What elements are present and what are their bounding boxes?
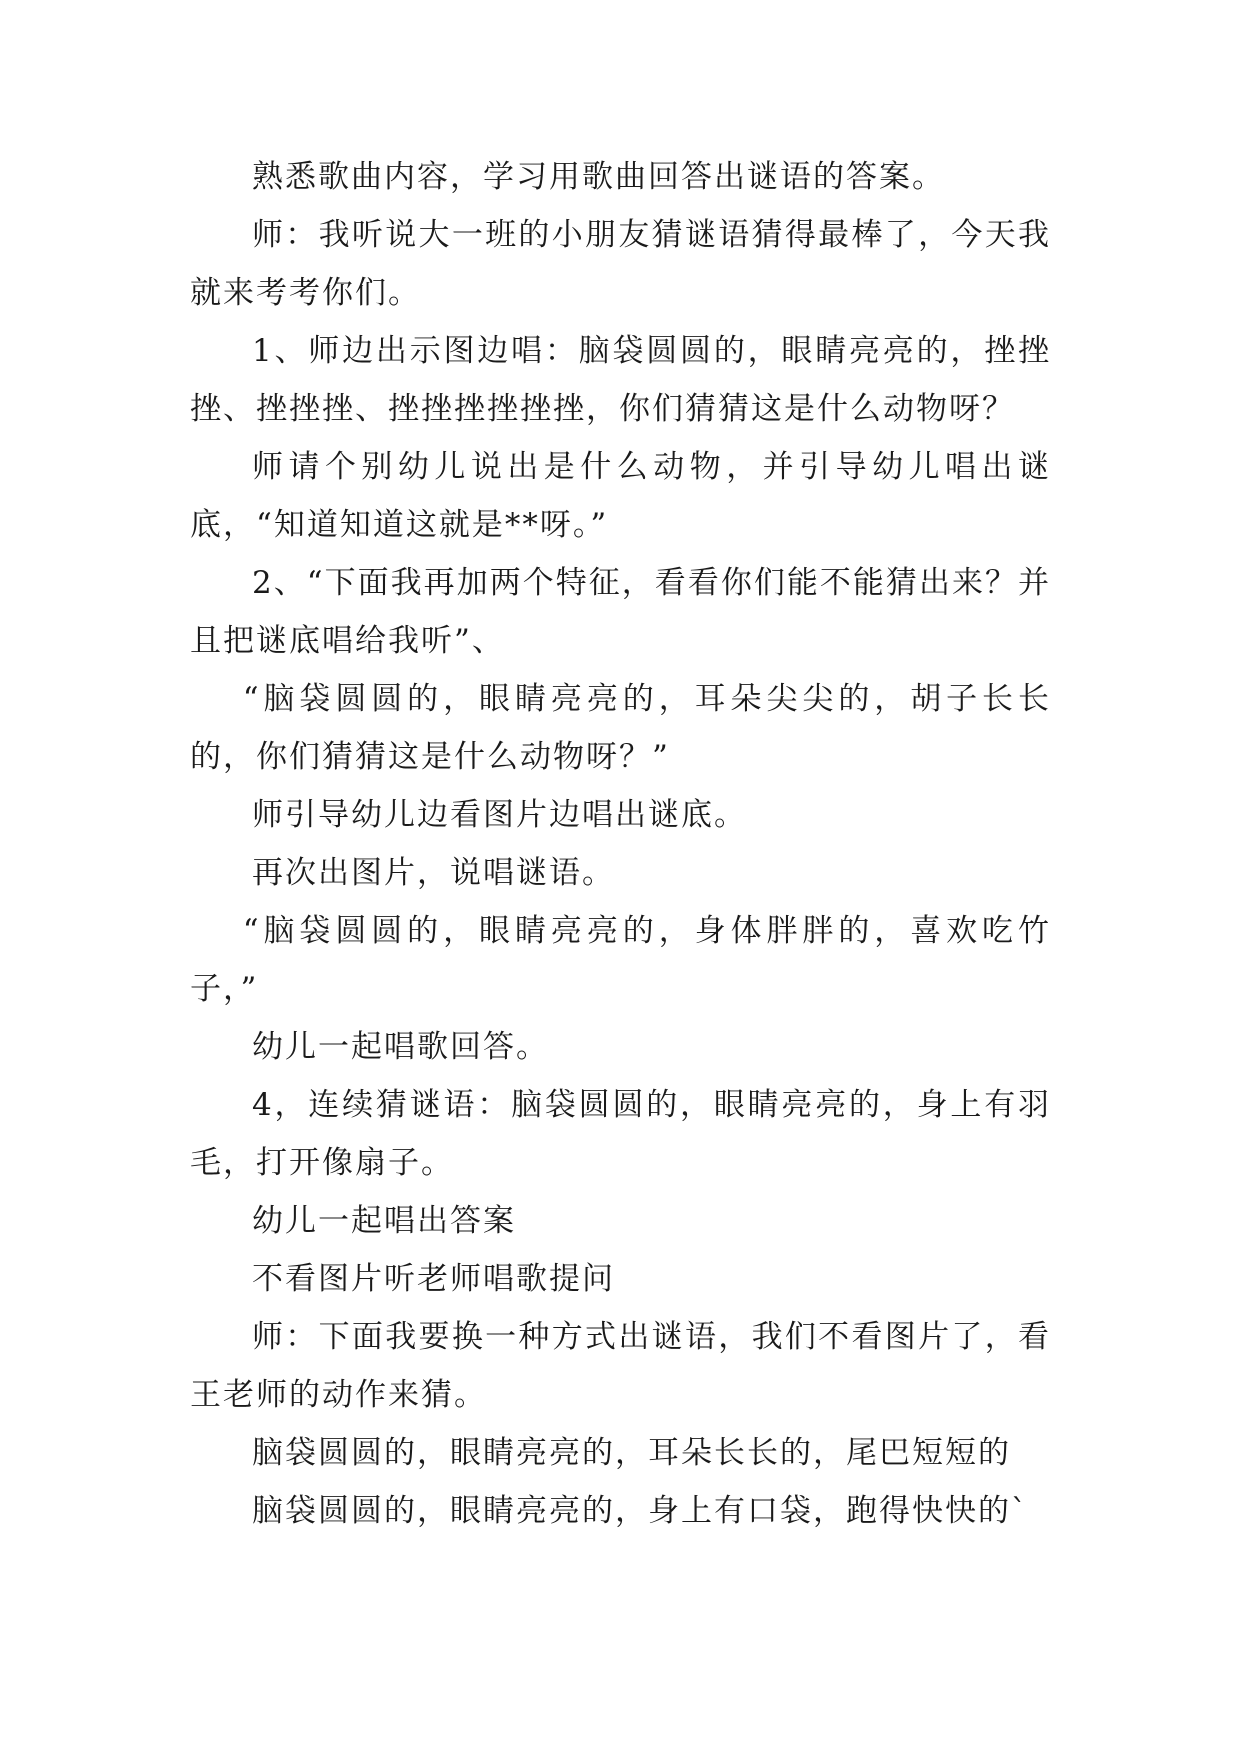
paragraph: 不看图片听老师唱歌提问 (252, 1261, 615, 1297)
paragraph: 4，连续猜谜语：脑袋圆圆的，眼睛亮亮的，身上有羽毛，打开像扇子。 (190, 1087, 1051, 1181)
paragraph: 2、“下面我再加两个特征，看看你们能不能猜出来？并且把谜底唱给我听”、 (190, 565, 1051, 659)
paragraph: 师请个别幼儿说出是什么动物，并引导幼儿唱出谜底，“知道知道这就是**呀。” (190, 449, 1051, 543)
paragraph: 1、师边出示图边唱：脑袋圆圆的，眼睛亮亮的，挫挫挫、挫挫挫、挫挫挫挫挫挫，你们猜猜这是什么动物呀？ (190, 333, 1051, 427)
paragraph: 幼儿一起唱出答案 (252, 1203, 516, 1239)
paragraph: 师：下面我要换一种方式出谜语，我们不看图片了，看王老师的动作来猜。 (190, 1319, 1051, 1413)
paragraph: 脑袋圆圆的，眼睛亮亮的，耳朵长长的，尾巴短短的 (252, 1435, 1011, 1471)
paragraph: 师：我听说大一班的小朋友猜谜语猜得最棒了，今天我就来考考你们。 (190, 217, 1051, 311)
paragraph: “脑袋圆圆的，眼睛亮亮的，身体胖胖的，喜欢吃竹子，” (190, 913, 1051, 1007)
paragraph: 幼儿一起唱歌回答。 (252, 1029, 549, 1065)
paragraph: 熟悉歌曲内容，学习用歌曲回答出谜语的答案。 (252, 159, 945, 195)
paragraph: 再次出图片，说唱谜语。 (252, 855, 615, 891)
paragraph: “脑袋圆圆的，眼睛亮亮的，耳朵尖尖的，胡子长长的，你们猜猜这是什么动物呀？” (190, 681, 1051, 775)
paragraph: 师引导幼儿边看图片边唱出谜底。 (252, 797, 747, 833)
paragraph: 脑袋圆圆的，眼睛亮亮的，身上有口袋，跑得快快的` (252, 1493, 1029, 1529)
